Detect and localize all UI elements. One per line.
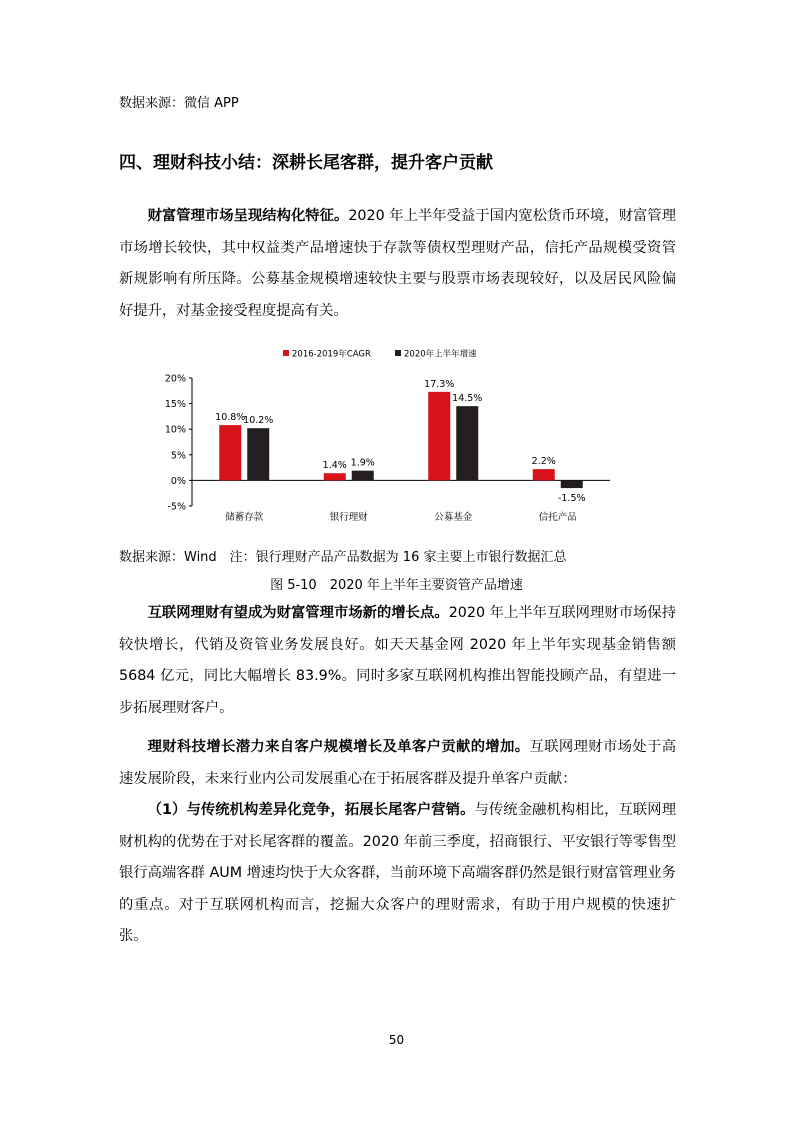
- growth-bar-chart: [150, 342, 630, 542]
- paragraph-body: 2020 年上半年受益于国内宽松货币环境，财富管理市场增长较快，其中权益类产品增速快于存款等债权型理财产品，信托产品规模受资管新规影响有所压降。公募基金规模增速较快主要与股票市场表现较好，以及居民风险偏好提升，对基金接受程度提高有关。: [119, 208, 677, 319]
- category-label: 储蓄存款: [225, 512, 264, 523]
- y-tick-label: 15%: [164, 399, 186, 411]
- image-source-note: 数据来源：微信 APP: [119, 96, 239, 111]
- bar-value-label: 2.2%: [531, 456, 556, 468]
- paragraph-lead: 财富管理市场呈现结构化特征。: [147, 208, 349, 224]
- bar-value-label: 14.5%: [452, 393, 483, 405]
- paragraph-growth-potential: [119, 732, 676, 795]
- bar-value-label: 17.3%: [424, 378, 455, 390]
- paragraph-internet-wealth: [119, 598, 676, 724]
- bar: [324, 473, 346, 480]
- paragraph-lead: 互联网理财有望成为财富管理市场新的增长点。: [147, 605, 449, 621]
- category-label: 信托产品: [538, 512, 577, 523]
- chart-source-note: 数据来源：Wind 注：银行理财产品产品数据为 16 家主要上市银行数据汇总: [119, 550, 567, 565]
- bar: [561, 480, 583, 488]
- paragraph-body: 与传统金融机构相比，互联网理财机构的优势在于对长尾客群的覆盖。2020 年前三季度，招商银行、平安银行等零售型银行高端客群 AUM 增速均快于大众客群，当前环境下高端客群仍然是银行财富管理业务的重点。对于互联网机构而言，挖掘大众客户的理财需求，有助于用户规模的快速扩张。: [119, 802, 676, 944]
- category-label: 银行理财: [329, 512, 368, 523]
- y-tick-label: 20%: [164, 373, 186, 385]
- bar: [247, 428, 269, 480]
- paragraph-long-tail: [119, 795, 676, 953]
- bar: [456, 406, 478, 480]
- bar-value-label: 1.9%: [350, 457, 375, 469]
- paragraph-lead: 理财科技增长潜力来自客户规模增长及单客户贡献的增加。: [147, 739, 530, 755]
- y-tick-label: 10%: [164, 424, 186, 436]
- bar-value-label: 10.2%: [243, 415, 274, 427]
- paragraphs-group: [119, 598, 676, 724]
- paragraph-lead: （1）与传统机构差异化竞争，拓展长尾客户营销。: [147, 802, 475, 818]
- paragraph-body: 2020 年上半年互联网理财市场保持较快增长，代销及资管业务发展良好。如天天基金网 2020 年上半年实现基金销售额 5684 亿元，同比大幅增长 83.9%。同时多家互联网机构推出智能投顾产品，有望进一步拓展理财客户。: [119, 605, 677, 716]
- bar: [219, 425, 241, 480]
- paragraph-structural-features: [119, 201, 676, 327]
- y-tick-label: -5%: [167, 501, 186, 513]
- bar-value-label: -1.5%: [557, 493, 586, 505]
- paragraphs-group-2: [119, 732, 676, 953]
- y-tick-label: 5%: [170, 450, 186, 462]
- page-number: 50: [388, 1033, 405, 1047]
- legend-label: 2016-2019年CAGR: [292, 349, 371, 360]
- y-tick-label: 0%: [170, 475, 186, 487]
- chart-canvas: [150, 342, 630, 542]
- paragraph-body: 互联网理财市场处于高速发展阶段，未来行业内公司发展重心在于拓展客群及提升单客户贡献：: [119, 739, 677, 787]
- legend-label: 2020年上半年增速: [404, 349, 477, 360]
- legend-swatch: [283, 350, 289, 356]
- figure-caption: 图 5-10 2020 年上半年主要资管产品增速: [270, 578, 523, 593]
- bar: [533, 469, 555, 480]
- section-title: 四、理财科技小结：深耕长尾客群，提升客户贡献: [119, 153, 493, 173]
- category-label: 公募基金: [434, 512, 473, 523]
- bar: [428, 392, 450, 481]
- bar-value-label: 10.8%: [215, 412, 246, 424]
- bar-value-label: 1.4%: [322, 460, 347, 472]
- bar: [352, 471, 374, 481]
- legend-swatch: [395, 350, 401, 356]
